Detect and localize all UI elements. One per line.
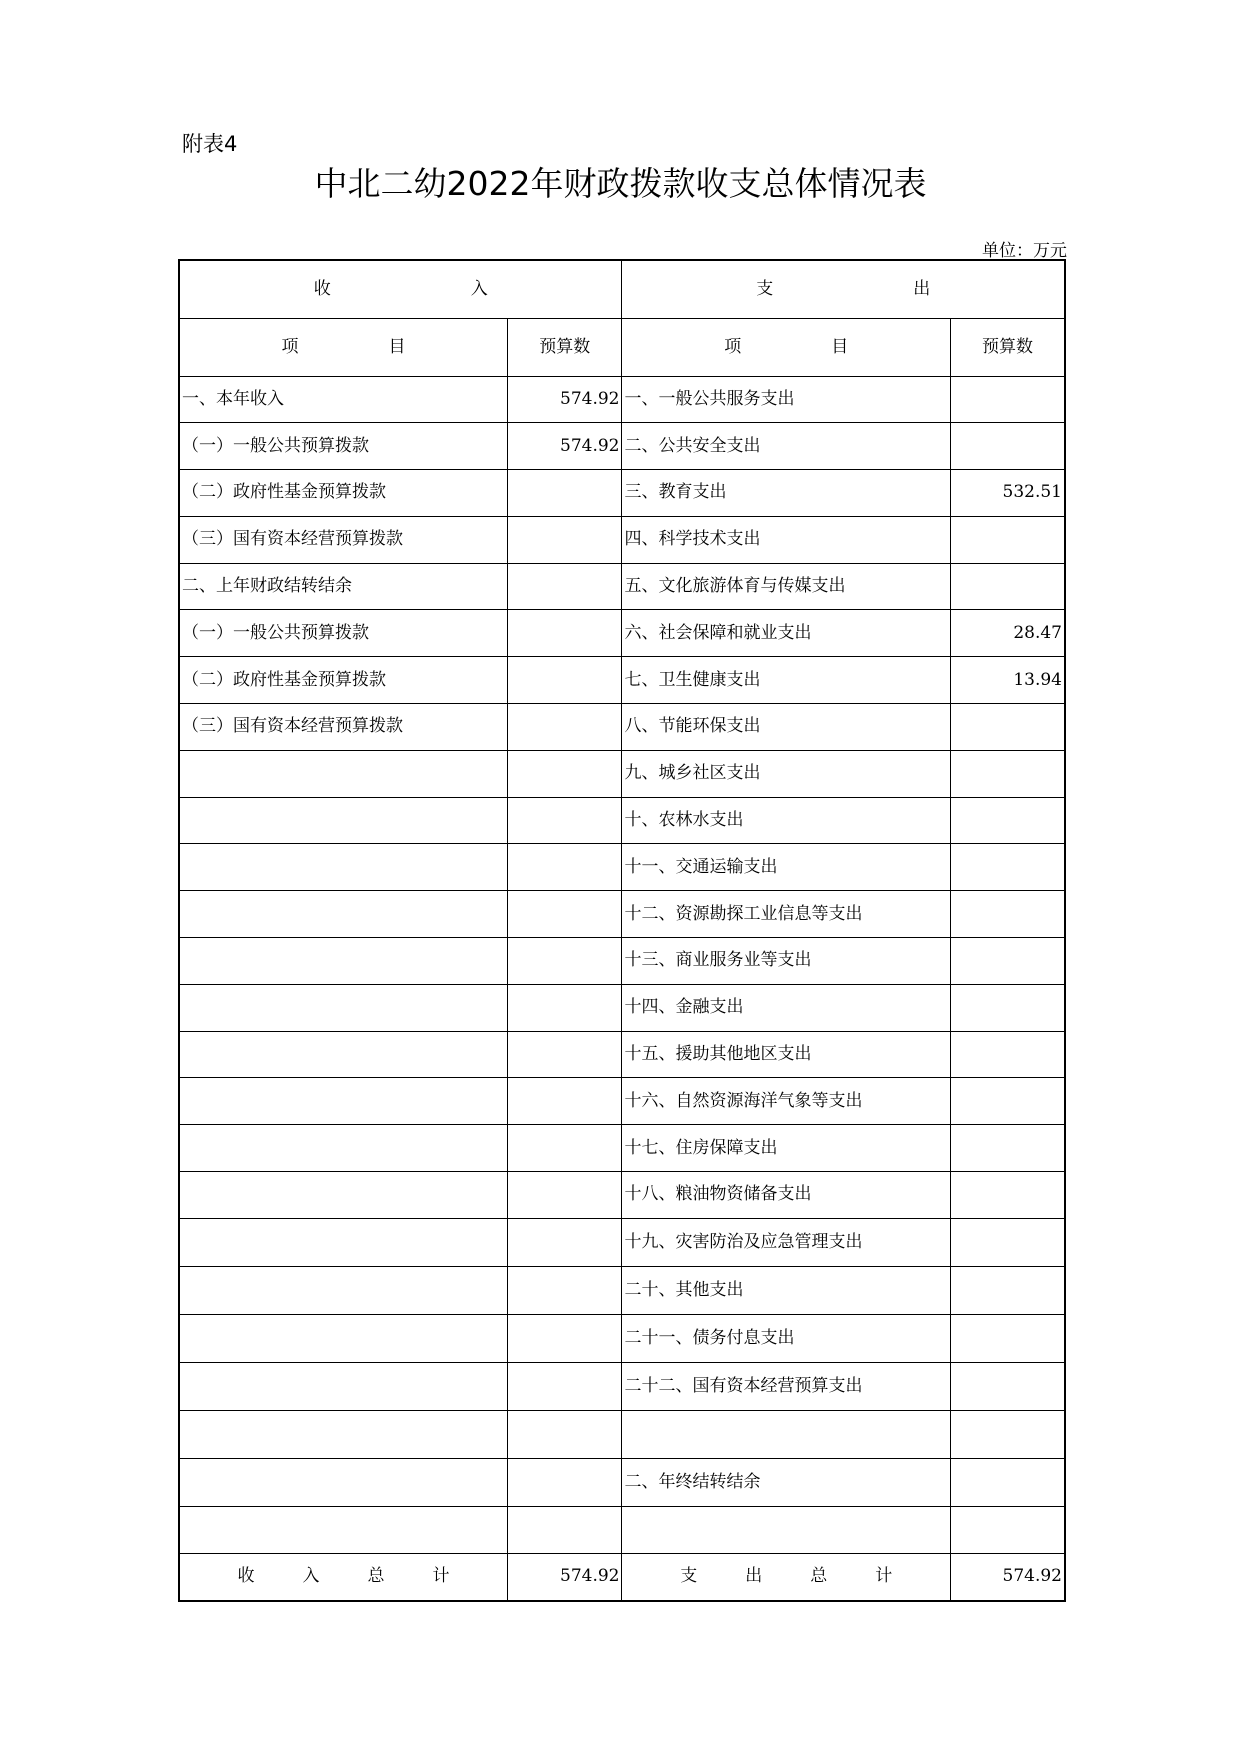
table-row <box>179 1506 1065 1553</box>
expense-total-amount: 574.92 <box>950 1553 1065 1601</box>
expense-amount-cell <box>950 423 1065 470</box>
income-amount-cell <box>507 1218 622 1266</box>
expense-item-cell: 十三、商业服务业等支出 <box>622 938 950 985</box>
expense-amount-cell <box>950 1172 1065 1219</box>
income-amount-cell <box>507 938 622 985</box>
income-item-cell: （一）一般公共预算拨款 <box>179 423 507 470</box>
expense-item-cell: 十七、住房保障支出 <box>622 1125 950 1172</box>
income-amount-cell <box>507 984 622 1031</box>
total-label-char: 总 <box>367 1566 385 1587</box>
expense-amount-cell <box>950 563 1065 610</box>
expense-amount-cell <box>950 704 1065 751</box>
expense-item-cell: 八、节能环保支出 <box>622 704 950 751</box>
total-label-char: 出 <box>745 1566 763 1587</box>
expense-amount-cell <box>950 984 1065 1031</box>
appendix-label: 附表4 <box>182 132 238 156</box>
income-item-cell: 一、本年收入 <box>179 376 507 423</box>
expense-item-cell: 七、卫生健康支出 <box>622 657 950 704</box>
expense-amount-cell <box>950 1125 1065 1172</box>
table-row <box>179 984 1065 1031</box>
total-label-char: 总 <box>810 1566 828 1587</box>
table-row <box>179 1031 1065 1078</box>
total-row <box>179 1553 1065 1601</box>
expense-item-cell: 十五、援助其他地区支出 <box>622 1031 950 1078</box>
income-item-header: 项 目 <box>179 318 507 376</box>
table-row <box>179 1125 1065 1172</box>
income-amount-cell <box>507 1266 622 1314</box>
income-item-cell: （三）国有资本经营预算拨款 <box>179 704 507 751</box>
income-item-cell <box>179 938 507 985</box>
table-row <box>179 516 1065 563</box>
expense-amount-cell: 13.94 <box>950 657 1065 704</box>
expense-amount-cell <box>950 891 1065 938</box>
expense-item-cell: 十四、金融支出 <box>622 984 950 1031</box>
income-amount-cell <box>507 1314 622 1362</box>
income-item-cell <box>179 1410 507 1458</box>
income-item-cell <box>179 797 507 844</box>
income-amount-cell <box>507 1078 622 1125</box>
income-amount-cell <box>507 1506 622 1553</box>
income-amount-cell <box>507 891 622 938</box>
expense-amount-cell <box>950 750 1065 797</box>
income-item-cell <box>179 1362 507 1410</box>
table-row <box>179 1314 1065 1362</box>
column-header-row <box>179 318 1065 376</box>
income-item-cell <box>179 1218 507 1266</box>
table-row <box>179 844 1065 891</box>
income-item-cell <box>179 984 507 1031</box>
income-item-cell: （一）一般公共预算拨款 <box>179 610 507 657</box>
total-label-char: 入 <box>302 1566 320 1587</box>
unit-label: 单位：万元 <box>982 241 1067 261</box>
expense-section-header: 支 出 <box>622 260 1065 318</box>
expense-amount-cell <box>950 1506 1065 1553</box>
income-item-cell: （二）政府性基金预算拨款 <box>179 470 507 517</box>
table-row <box>179 750 1065 797</box>
expense-amount-cell <box>950 1458 1065 1506</box>
table-row <box>179 704 1065 751</box>
total-label-char: 收 <box>237 1566 255 1587</box>
income-item-cell: （三）国有资本经营预算拨款 <box>179 516 507 563</box>
expense-item-cell: 四、科学技术支出 <box>622 516 950 563</box>
income-item-cell <box>179 1506 507 1553</box>
income-amount-cell <box>507 1458 622 1506</box>
income-item-cell <box>179 1031 507 1078</box>
expense-item-cell: 十八、粮油物资储备支出 <box>622 1172 950 1219</box>
table-row <box>179 891 1065 938</box>
income-item-cell <box>179 891 507 938</box>
budget-table <box>178 259 1066 1602</box>
expense-item-cell: 一、一般公共服务支出 <box>622 376 950 423</box>
table-row <box>179 1266 1065 1314</box>
expense-amount-cell <box>950 1218 1065 1266</box>
table-row <box>179 1172 1065 1219</box>
expense-amount-cell <box>950 1031 1065 1078</box>
income-amount-cell <box>507 750 622 797</box>
income-section-header: 收 入 <box>179 260 622 318</box>
income-item-cell <box>179 1172 507 1219</box>
income-item-cell: 二、上年财政结转结余 <box>179 563 507 610</box>
expense-item-cell <box>622 1506 950 1553</box>
table-row <box>179 376 1065 423</box>
income-amount-cell <box>507 797 622 844</box>
expense-amount-cell: 532.51 <box>950 470 1065 517</box>
expense-item-cell: 二十一、债务付息支出 <box>622 1314 950 1362</box>
expense-item-cell: 六、社会保障和就业支出 <box>622 610 950 657</box>
expense-amount-cell <box>950 1266 1065 1314</box>
table-row <box>179 563 1065 610</box>
income-amount-cell: 574.92 <box>507 423 622 470</box>
income-item-cell <box>179 1458 507 1506</box>
income-amount-cell <box>507 704 622 751</box>
income-amount-cell: 574.92 <box>507 376 622 423</box>
expense-amount-cell <box>950 1078 1065 1125</box>
table-row <box>179 797 1065 844</box>
income-amount-cell <box>507 844 622 891</box>
income-item-cell <box>179 1125 507 1172</box>
income-item-cell <box>179 844 507 891</box>
income-item-cell <box>179 750 507 797</box>
income-amount-cell <box>507 470 622 517</box>
income-budget-header: 预算数 <box>507 318 622 376</box>
section-header-row <box>179 260 1065 318</box>
page-title: 中北二幼2022年财政拨款收支总体情况表 <box>314 164 927 203</box>
expense-amount-cell <box>950 844 1065 891</box>
expense-item-cell: 十一、交通运输支出 <box>622 844 950 891</box>
income-item-cell <box>179 1266 507 1314</box>
table-row <box>179 470 1065 517</box>
table-row <box>179 938 1065 985</box>
income-amount-cell <box>507 1410 622 1458</box>
table-row <box>179 1362 1065 1410</box>
expense-item-cell: 二、公共安全支出 <box>622 423 950 470</box>
expense-item-cell: 二十二、国有资本经营预算支出 <box>622 1362 950 1410</box>
total-label-char: 计 <box>875 1566 893 1587</box>
expense-item-cell: 五、文化旅游体育与传媒支出 <box>622 563 950 610</box>
expense-item-cell <box>622 1410 950 1458</box>
expense-amount-cell <box>950 797 1065 844</box>
expense-item-cell: 三、教育支出 <box>622 470 950 517</box>
expense-item-cell: 十六、自然资源海洋气象等支出 <box>622 1078 950 1125</box>
expense-amount-cell <box>950 938 1065 985</box>
table-row <box>179 1218 1065 1266</box>
expense-item-cell: 二、年终结转结余 <box>622 1458 950 1506</box>
expense-amount-cell: 28.47 <box>950 610 1065 657</box>
expense-amount-cell <box>950 376 1065 423</box>
income-amount-cell <box>507 1362 622 1410</box>
expense-item-cell: 九、城乡社区支出 <box>622 750 950 797</box>
expense-amount-cell <box>950 1362 1065 1410</box>
income-amount-cell <box>507 563 622 610</box>
income-item-cell: （二）政府性基金预算拨款 <box>179 657 507 704</box>
income-amount-cell <box>507 1172 622 1219</box>
expense-total-label <box>622 1553 950 1601</box>
expense-item-cell: 十、农林水支出 <box>622 797 950 844</box>
expense-item-cell: 十九、灾害防治及应急管理支出 <box>622 1218 950 1266</box>
income-amount-cell <box>507 1125 622 1172</box>
expense-item-cell: 十二、资源勘探工业信息等支出 <box>622 891 950 938</box>
expense-item-cell: 二十、其他支出 <box>622 1266 950 1314</box>
total-label-char: 计 <box>432 1566 450 1587</box>
table-row <box>179 1410 1065 1458</box>
expense-amount-cell <box>950 1314 1065 1362</box>
table-row <box>179 657 1065 704</box>
total-label-char: 支 <box>680 1566 698 1587</box>
income-total-label <box>179 1553 507 1601</box>
table-row <box>179 610 1065 657</box>
income-amount-cell <box>507 610 622 657</box>
expense-amount-cell <box>950 1410 1065 1458</box>
expense-budget-header: 预算数 <box>950 318 1065 376</box>
table-row <box>179 1458 1065 1506</box>
income-item-cell <box>179 1314 507 1362</box>
income-item-cell <box>179 1078 507 1125</box>
income-amount-cell <box>507 657 622 704</box>
table-row <box>179 423 1065 470</box>
expense-item-header: 项 目 <box>622 318 950 376</box>
income-amount-cell <box>507 1031 622 1078</box>
table-row <box>179 1078 1065 1125</box>
income-total-amount: 574.92 <box>507 1553 622 1601</box>
expense-amount-cell <box>950 516 1065 563</box>
income-amount-cell <box>507 516 622 563</box>
